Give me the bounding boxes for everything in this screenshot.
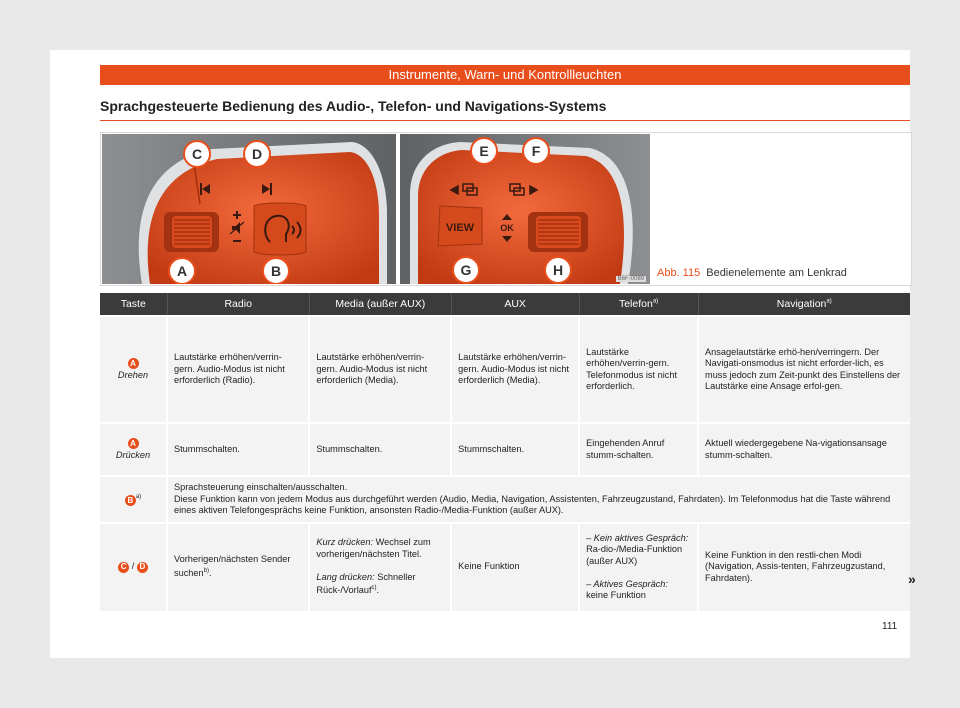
table-cell: Aktuell wiedergegebene Na-vigationsansage stumm-schalten. bbox=[698, 423, 910, 476]
table-cell: Stummschalten. bbox=[309, 423, 451, 476]
continued-marker: » bbox=[908, 571, 916, 587]
chapter-header: Instrumente, Warn- und Kontrollleuchten bbox=[100, 65, 910, 85]
key-separator: / bbox=[131, 561, 135, 572]
function-table bbox=[100, 293, 910, 611]
left-control-panel-image bbox=[102, 134, 396, 284]
table-cell: Keine Funktion bbox=[451, 523, 579, 611]
ok-button-label: OK bbox=[500, 223, 514, 233]
callout-a-label: A bbox=[176, 263, 188, 279]
table-cell: Lautstärke erhöhen/verrin-gern. Telefonmodus ist nicht erforderlich. bbox=[579, 316, 698, 423]
row-b-text-2: Diese Funktion kann von jedem Modus aus durchgeführt werden (Audio, Media, Navigation, Assistenten, Fahrzeugzustand, Fahrdaten). Im Telefonmodus hat die Taste während eines aktiven Telefongesprächs keine Funktion, ansonsten Radio-/Media-Funktion (außer AUX). bbox=[174, 493, 891, 515]
figure-caption-text: Bedienelemente am Lenkrad bbox=[706, 267, 847, 279]
figure-code: B6F-0089 bbox=[617, 276, 644, 282]
footnote-c: c) bbox=[371, 585, 377, 592]
active-call-text: keine Funktion bbox=[586, 590, 646, 600]
scroll-wheel-icon bbox=[536, 216, 581, 248]
key-badge-a: A bbox=[128, 438, 139, 449]
key-action: Drücken bbox=[115, 450, 151, 460]
row-b-text-1: Sprachsteuerung einschalten/ausschalten. bbox=[174, 482, 348, 492]
table-row bbox=[100, 423, 910, 476]
no-call-label: – Kein aktives Gespräch: bbox=[586, 532, 689, 543]
right-control-panel-image bbox=[400, 134, 650, 284]
key-cell bbox=[100, 523, 167, 611]
footnote-a: a) bbox=[135, 494, 142, 501]
view-button-label: VIEW bbox=[445, 222, 475, 234]
col-header-taste: Taste bbox=[100, 293, 167, 316]
col-header-media: Media (außer AUX) bbox=[309, 293, 451, 316]
page-number: 111 bbox=[882, 621, 898, 632]
col-header-telefon-text: Telefon bbox=[618, 298, 653, 310]
callout-c-label: C bbox=[191, 146, 203, 162]
key-badge-b: B bbox=[125, 495, 136, 506]
manual-page bbox=[50, 50, 916, 658]
short-press-text: Wechsel zum vorherigen/nächsten Titel. bbox=[316, 537, 431, 559]
table-cell: Lautstärke erhöhen/verrin-gern. Audio-Modus ist nicht erforderlich (Radio). bbox=[167, 316, 309, 423]
callout-g-label: G bbox=[460, 262, 472, 278]
col-header-telefon bbox=[579, 293, 698, 316]
table-cell bbox=[579, 523, 698, 611]
col-header-aux: AUX bbox=[451, 293, 579, 316]
col-header-radio: Radio bbox=[167, 293, 309, 316]
key-cell bbox=[100, 476, 167, 523]
footnote-b: b) bbox=[203, 567, 209, 574]
figure-number: Abb. 115 bbox=[657, 267, 701, 279]
section-divider bbox=[100, 120, 910, 121]
key-action: Drehen bbox=[117, 370, 149, 380]
key-cell bbox=[100, 423, 167, 476]
table-cell: Lautstärke erhöhen/verrin-gern. Audio-Modus ist nicht erforderlich (Media). bbox=[451, 316, 579, 423]
table-cell: Lautstärke erhöhen/verrin-gern. Audio-Modus ist nicht erforderlich (Media). bbox=[309, 316, 451, 423]
key-badge-c: C bbox=[118, 562, 129, 573]
table-cell: Keine Funktion in den restli-chen Modi (Navigation, Assis-tenten, Fahrzeugzustand, Fahrdaten). bbox=[698, 523, 910, 611]
volume-wheel-icon bbox=[172, 216, 212, 248]
callout-h-label: H bbox=[552, 262, 564, 278]
cell-text: Vorherigen/nächsten Sender suchen bbox=[174, 554, 291, 579]
short-press-label: Kurz drücken: bbox=[316, 537, 374, 548]
callout-f-label: F bbox=[531, 143, 541, 159]
callout-b-label: B bbox=[270, 263, 282, 279]
table-row bbox=[100, 476, 910, 523]
table-cell: Vorherigen/nächsten Sender suchen$^{b)}$. bbox=[167, 523, 309, 611]
col-header-navigation-text: Navigation bbox=[776, 298, 827, 310]
callout-d-label: D bbox=[251, 146, 263, 162]
table-cell: Stummschalten. bbox=[451, 423, 579, 476]
section-title: Sprachgesteuerte Bedienung des Audio-, Telefon- und Navigations-Systems bbox=[100, 98, 607, 114]
table-cell: Ansagelautstärke erhö-hen/verringern. Der Navigati-onsmodus ist nicht erforder-lich, es muss jedoch zum Zeit-punkt des Einstellens der Lautstärke eine Ansage erfol-gen. bbox=[698, 316, 910, 423]
table-cell: Stummschalten. bbox=[167, 423, 309, 476]
long-press-text: Schneller Rück-/Vorlauf bbox=[316, 571, 416, 596]
key-badge-d: D bbox=[137, 562, 148, 573]
active-call-label: – Aktives Gespräch: bbox=[586, 578, 668, 589]
figure-caption bbox=[657, 267, 847, 279]
footnote-a: a) bbox=[826, 298, 832, 305]
footnote-a: a) bbox=[652, 298, 659, 305]
table-row bbox=[100, 316, 910, 423]
no-call-text: Ra-dio-/Media-Funktion (außer AUX) bbox=[586, 544, 683, 566]
long-press-label: Lang drücken: bbox=[316, 571, 375, 582]
col-header-navigation bbox=[698, 293, 910, 316]
key-cell bbox=[100, 316, 167, 423]
table-cell: Eingehenden Anruf stumm-schalten. bbox=[579, 423, 698, 476]
figure-steering-controls bbox=[100, 132, 912, 286]
callout-e-label: E bbox=[479, 143, 489, 159]
key-badge-a: A bbox=[128, 358, 139, 369]
table-cell: Kurz drücken: Wechsel zum vorherigen/nächsten Titel. Lang drücken: Schneller Rück-/Vorlauf$^{c)}$. bbox=[309, 523, 451, 611]
table-row bbox=[100, 523, 910, 611]
table-cell bbox=[167, 476, 910, 523]
table-header-row bbox=[100, 293, 910, 316]
